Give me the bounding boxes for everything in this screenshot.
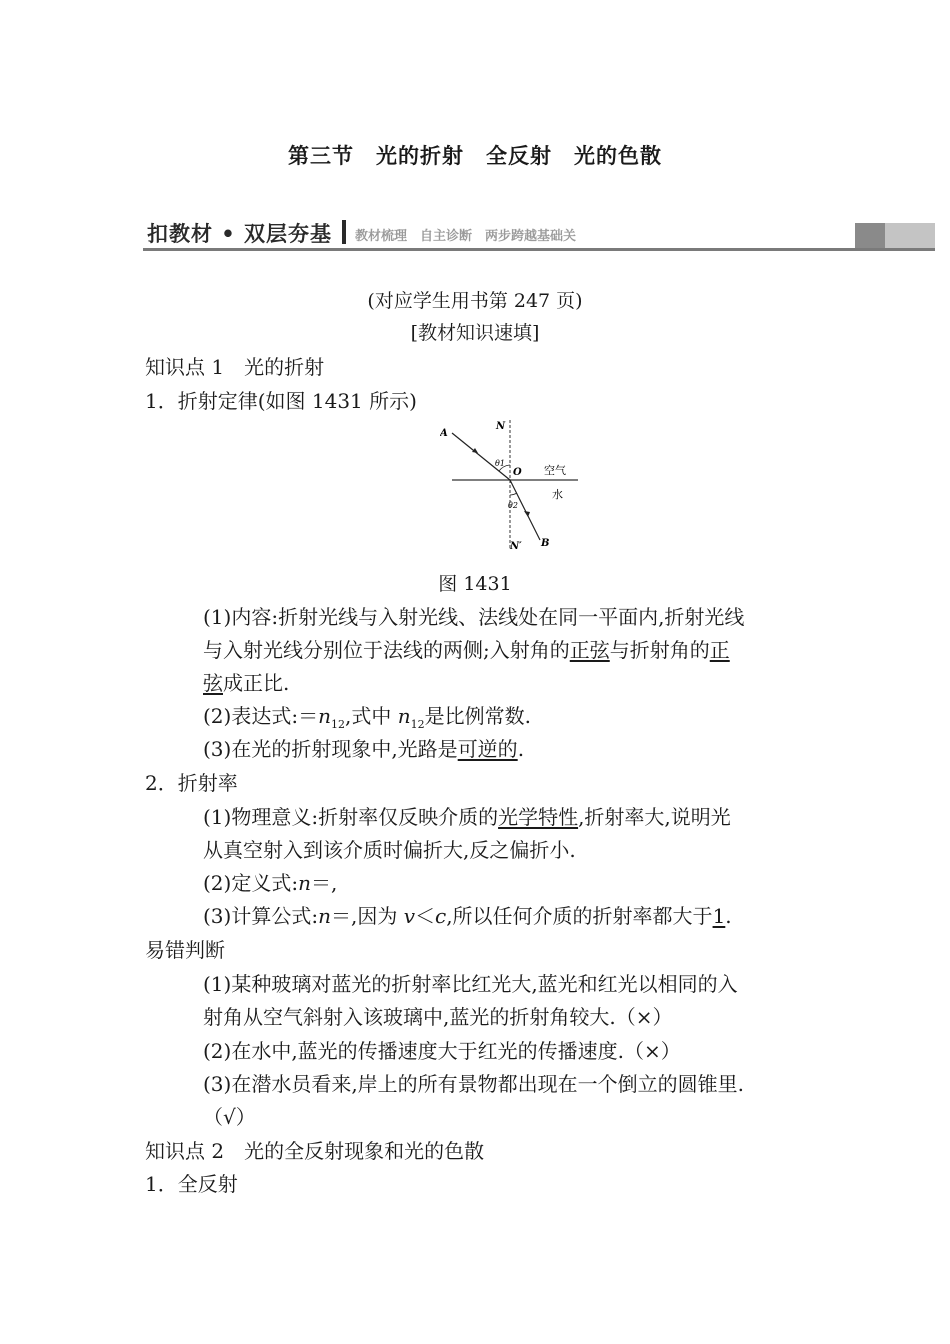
section-banner	[143, 216, 935, 250]
error-item-2: (2)在水中,蓝光的传播速度大于红光的传播速度.（×）	[203, 1039, 681, 1063]
content-text: (1)物理意义:折射率仅反映介质的	[203, 805, 499, 829]
subscript: 12	[410, 718, 425, 731]
figure-caption: 图 1431	[438, 573, 512, 595]
page-reference: (对应学生用书第 247 页)	[367, 290, 583, 312]
banner-subheading: 教材梳理 自主诊断 两步跨越基础关	[355, 229, 577, 244]
content-text: 是比例常数.	[424, 704, 531, 728]
label-water: 水	[552, 488, 563, 501]
blank-answer: 正弦	[569, 638, 610, 662]
content-text: 与折射角的	[609, 638, 710, 662]
blank-answer: 可逆的	[457, 737, 518, 761]
content-text: ,式中	[344, 704, 398, 728]
physical-meaning-line	[203, 801, 731, 830]
label-theta2: θ2	[508, 501, 518, 510]
content-text: (3)计算公式:	[203, 904, 319, 928]
banner-block-dark	[855, 223, 885, 248]
error-item-3b: （√）	[203, 1105, 256, 1129]
reversible-line	[203, 733, 524, 762]
angle-arc-2	[510, 493, 517, 495]
content-text: .	[517, 737, 525, 761]
formula-line	[203, 900, 732, 929]
subscript: 12	[330, 718, 345, 731]
content-line-2	[203, 634, 730, 663]
error-item-1b: 射角从空气斜射入该玻璃中,蓝光的折射角较大.（×）	[203, 1005, 673, 1029]
label-n: N	[496, 421, 506, 432]
page-title: 第三节 光的折射 全反射 光的色散	[288, 144, 662, 168]
content-text: 成正比.	[223, 671, 290, 695]
symbol-n: n	[318, 904, 331, 928]
content-line-3	[203, 667, 289, 696]
kp1-item1: 1．折射定律(如图 1431 所示)	[145, 389, 417, 413]
banner-block-light	[885, 223, 935, 248]
blank-answer: 光学特性	[498, 805, 579, 829]
expression-line	[203, 700, 531, 731]
kp1-item2: 2．折射率	[145, 771, 238, 795]
content-text: (2)表达式:＝	[203, 704, 319, 728]
label-o: O	[513, 467, 522, 478]
banner-heading: 扣教材 • 双层夯基	[147, 222, 333, 246]
refracted-arrow	[524, 511, 530, 517]
content-text: ＜	[415, 904, 435, 928]
symbol-n: n	[298, 871, 311, 895]
definition-line	[203, 867, 337, 896]
symbol-n: n	[397, 704, 411, 728]
label-b: B	[541, 538, 550, 549]
content-text: (2)定义式:	[203, 871, 299, 895]
content-text: ＝,因为	[330, 904, 404, 928]
error-item-1a: (1)某种玻璃对蓝光的折射率比红光大,蓝光和红光以相同的入	[203, 972, 738, 996]
symbol-c: c	[435, 904, 447, 928]
content-text: ,所以任何介质的折射率都大于	[446, 904, 713, 928]
content-text: ,折射率大,说明光	[578, 805, 731, 829]
banner-divider	[342, 220, 346, 244]
blank-answer: 正	[709, 638, 730, 662]
refracted-ray	[510, 480, 540, 540]
kp1-heading: 知识点 1 光的折射	[145, 355, 325, 379]
banner-rule	[143, 248, 935, 251]
content-text: 与入射光线分别位于法线的两侧;入射角的	[203, 638, 570, 662]
physical-meaning-line-2: 从真空射入到该介质时偏折大,反之偏折小.	[203, 838, 576, 862]
label-theta1: θ1	[495, 459, 505, 468]
label-n-prime: N′	[510, 541, 522, 552]
blank-answer: 1	[712, 904, 726, 928]
symbol-v: v	[403, 904, 415, 928]
label-a: A	[440, 428, 448, 439]
error-item-3a: (3)在潜水员看来,岸上的所有景物都出现在一个倒立的圆锥里.	[203, 1072, 745, 1096]
errors-heading: 易错判断	[145, 938, 225, 962]
kp2-heading: 知识点 2 光的全反射现象和光的色散	[145, 1139, 485, 1163]
incident-ray	[452, 433, 510, 480]
symbol-n: n	[318, 704, 331, 728]
content-text: (3)在光的折射现象中,光路是	[203, 737, 458, 761]
label-air: 空气	[544, 464, 566, 477]
refraction-diagram	[440, 415, 590, 555]
kp2-item1: 1．全反射	[145, 1172, 238, 1196]
blank-answer: 弦	[203, 671, 223, 695]
section-label: [教材知识速填]	[410, 322, 540, 344]
content-line-1: (1)内容:折射光线与入射光线、法线处在同一平面内,折射光线	[203, 605, 745, 629]
content-text: .	[725, 904, 732, 928]
content-text: ＝,	[310, 871, 338, 895]
